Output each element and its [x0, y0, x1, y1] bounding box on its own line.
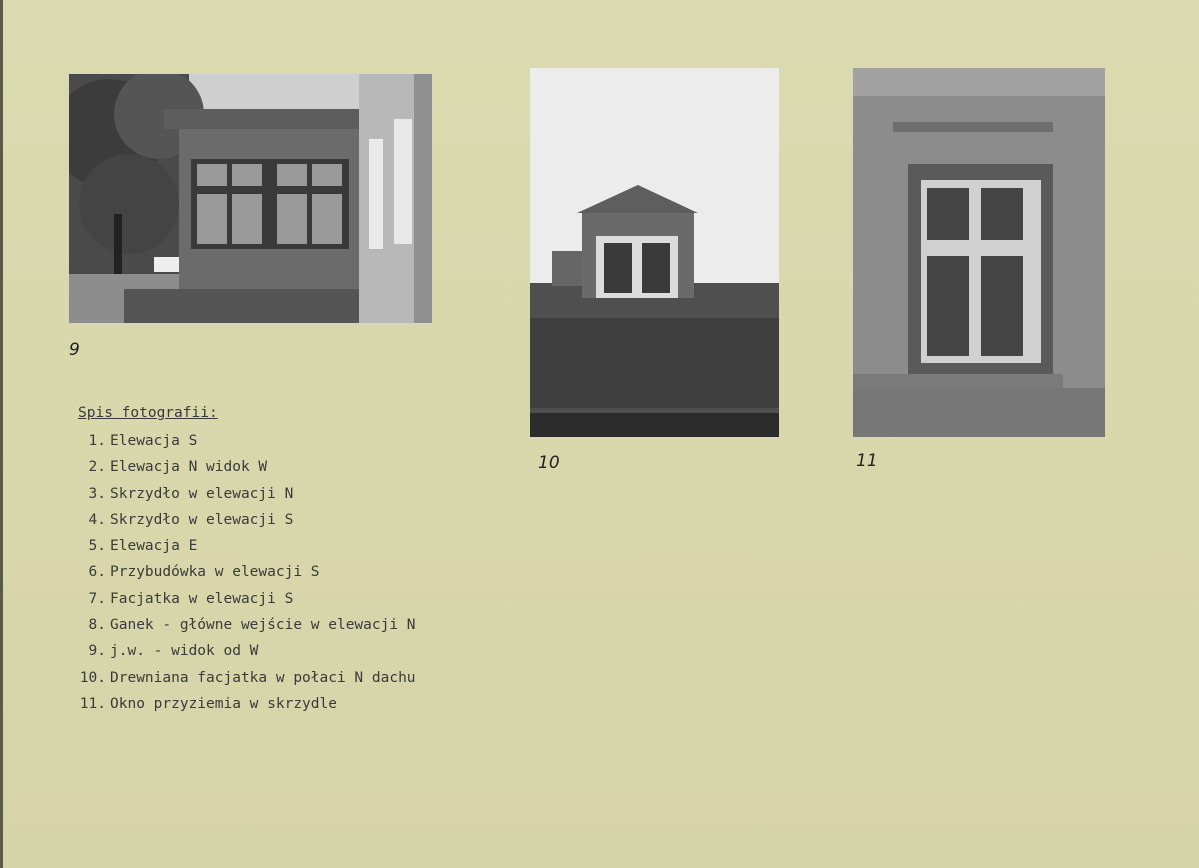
list-item: 4. Skrzydło w elewacji S	[88, 511, 294, 528]
photo-9-number: 9	[69, 340, 80, 360]
list-item: 6. Przybudówka w elewacji S	[88, 564, 320, 581]
list-item: 11. Okno przyziemia w skrzydle	[79, 695, 337, 712]
list-item: 2. Elewacja N widok W	[88, 459, 268, 476]
list-item: 7. Facjatka w elewacji S	[88, 590, 294, 607]
list-item: 10. Drewniana facjatka w połaci N dachu	[79, 669, 416, 686]
photo-11-number: 11	[856, 451, 878, 471]
photo-veranda	[69, 74, 432, 323]
photo-dormer	[530, 68, 779, 437]
list-item: 1. Elewacja S	[88, 433, 198, 449]
photo-10-number: 10	[538, 453, 560, 473]
photo-window	[853, 68, 1105, 437]
photo-list	[66, 403, 416, 717]
photo-list-title: Spis fotografii:	[78, 405, 218, 421]
list-item: 9. j.w. - widok od W	[88, 643, 259, 660]
list-item: 3. Skrzydło w elewacji N	[88, 485, 294, 502]
list-item: 5. Elewacja E	[88, 538, 198, 555]
list-item: 8. Ganek - główne wejście w elewacji N	[88, 617, 416, 634]
